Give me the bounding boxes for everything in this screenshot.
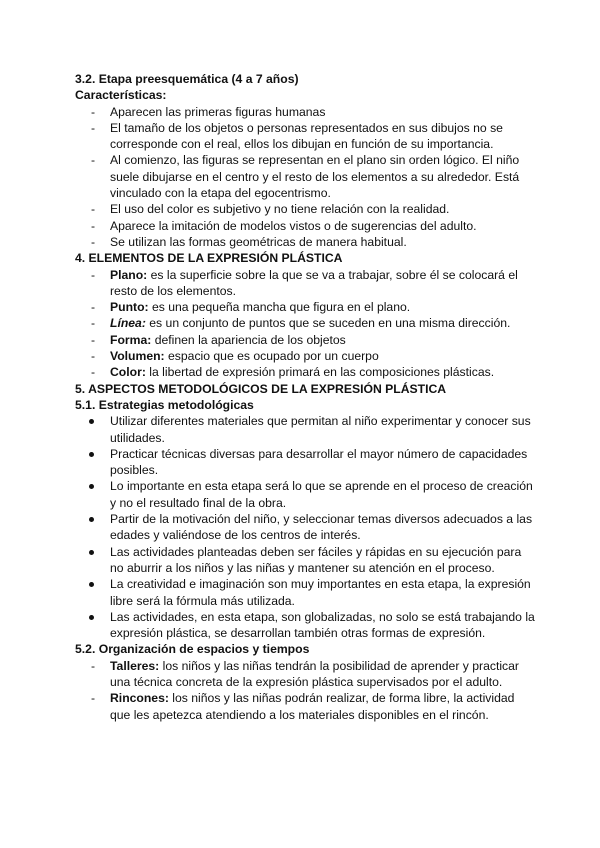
dash-marker: -	[91, 153, 96, 168]
section-3-2-title: 3.2. Etapa preesquemática (4 a 7 años)	[75, 72, 299, 86]
term-rincones: Rincones:	[110, 691, 169, 706]
elements-list	[75, 267, 535, 381]
dash-marker: -	[91, 120, 96, 135]
characteristics-list	[75, 104, 535, 251]
bullet-icon	[89, 550, 94, 555]
list-item: Las actividades planteadas deben ser fáciles y rápidas en su ejecución para no aburrir a los niños y las niñas y mantener su atención en el proceso.	[75, 544, 535, 577]
section-5-title: 5. ASPECTOS METODOLÓGICOS DE LA EXPRESIÓN PLÁSTICA	[75, 381, 447, 396]
term-talleres: Talleres:	[110, 658, 160, 673]
list-item: Partir de la motivación del niño, y seleccionar temas diversos adecuados a las edades y valiéndose de los centros de interés.	[75, 511, 535, 544]
list-item: - Punto: es una pequeña mancha que figura en el plano.	[91, 300, 411, 315]
dash-marker: -	[91, 365, 96, 380]
list-item: - El tamaño de los objetos o personas representados en sus dibujos no se corresponde con el real, ellos los dibujan en función de su importancia.	[91, 120, 503, 152]
dash-marker: -	[91, 202, 96, 217]
bullet-icon	[89, 582, 94, 587]
dash-marker: -	[91, 218, 96, 233]
list-item: - Talleres: los niños y las niñas tendrán la posibilidad de aprender y practicar una técnica concreta de la expresión plástica supervisados por el adulto.	[91, 658, 519, 689]
dash-marker: -	[91, 300, 96, 315]
list-item: - Aparecen las primeras figuras humanas	[91, 104, 326, 119]
section-3-2-subtitle: Características:	[75, 88, 167, 103]
term-volumen: Volumen:	[110, 349, 165, 364]
dash-marker: -	[91, 104, 96, 119]
list-item: - Plano: es la superficie sobre la que se va a trabajar, sobre él se colocará el resto de los elementos.	[91, 267, 518, 298]
organization-list	[75, 658, 535, 723]
strategies-list	[75, 413, 535, 641]
dash-marker: -	[91, 316, 96, 331]
list-item: - Se utilizan las formas geométricas de manera habitual.	[91, 234, 407, 249]
list-item: Las actividades, en esta etapa, son globalizadas, no solo se está trabajando la expresión plástica, se desarrollan también otras formas de expresión.	[75, 609, 535, 642]
bullet-icon	[89, 615, 94, 620]
term-linea: Línea:	[110, 316, 146, 331]
list-item: Utilizar diferentes materiales que permitan al niño experimentar y conocer sus utilidades.	[75, 413, 535, 446]
bullet-icon	[89, 484, 94, 489]
dash-marker: -	[91, 332, 96, 347]
list-item: La creatividad e imaginación son muy importantes en esta etapa, la expresión libre será la fórmula más utilizada.	[75, 576, 535, 609]
bullet-icon	[89, 517, 94, 522]
list-item: - Rincones: los niños y las niñas podrán realizar, de forma libre, la actividad que les apetezca atendiendo a los materiales disponibles en el rincón.	[91, 691, 515, 722]
bullet-icon	[89, 452, 94, 457]
dash-marker: -	[91, 234, 96, 249]
bullet-icon	[89, 419, 94, 424]
list-item: - Línea: es un conjunto de puntos que se suceden en una misma dirección.	[91, 316, 511, 331]
list-item: - Forma: definen la apariencia de los objetos	[91, 332, 346, 347]
list-item: Practicar técnicas diversas para desarrollar el mayor número de capacidades posibles.	[75, 446, 535, 479]
dash-marker: -	[91, 349, 96, 364]
list-item: Lo importante en esta etapa será lo que se aprende en el proceso de creación y no el resultado final de la obra.	[75, 478, 535, 511]
dash-marker: -	[91, 691, 96, 706]
term-color: Color:	[110, 365, 146, 380]
list-item: - El uso del color es subjetivo y no tiene relación con la realidad.	[91, 202, 450, 217]
term-forma: Forma:	[110, 332, 152, 347]
dash-marker: -	[91, 658, 96, 673]
dash-marker: -	[91, 267, 96, 282]
section-4-title: 4. ELEMENTOS DE LA EXPRESIÓN PLÁSTICA	[75, 251, 343, 266]
list-item: - Color: la libertad de expresión primará en las composiciones plásticas.	[91, 365, 495, 380]
section-5-1-title: 5.1. Estrategias metodológicas	[75, 397, 254, 412]
term-punto: Punto:	[110, 300, 149, 315]
list-item: - Al comienzo, las figuras se representan en el plano sin orden lógico. El niño suele dibujarse en el centro y el resto de los elementos a su alrededor. Está vinculado con la etapa del egocentrismo.	[91, 153, 520, 201]
list-item: - Aparece la imitación de modelos vistos o de sugerencias del adulto.	[91, 218, 477, 233]
list-item: - Volumen: espacio que es ocupado por un cuerpo	[91, 349, 379, 364]
term-plano: Plano:	[110, 267, 148, 282]
section-5-2-title: 5.2. Organización de espacios y tiempos	[75, 642, 310, 657]
document-page	[75, 71, 535, 723]
